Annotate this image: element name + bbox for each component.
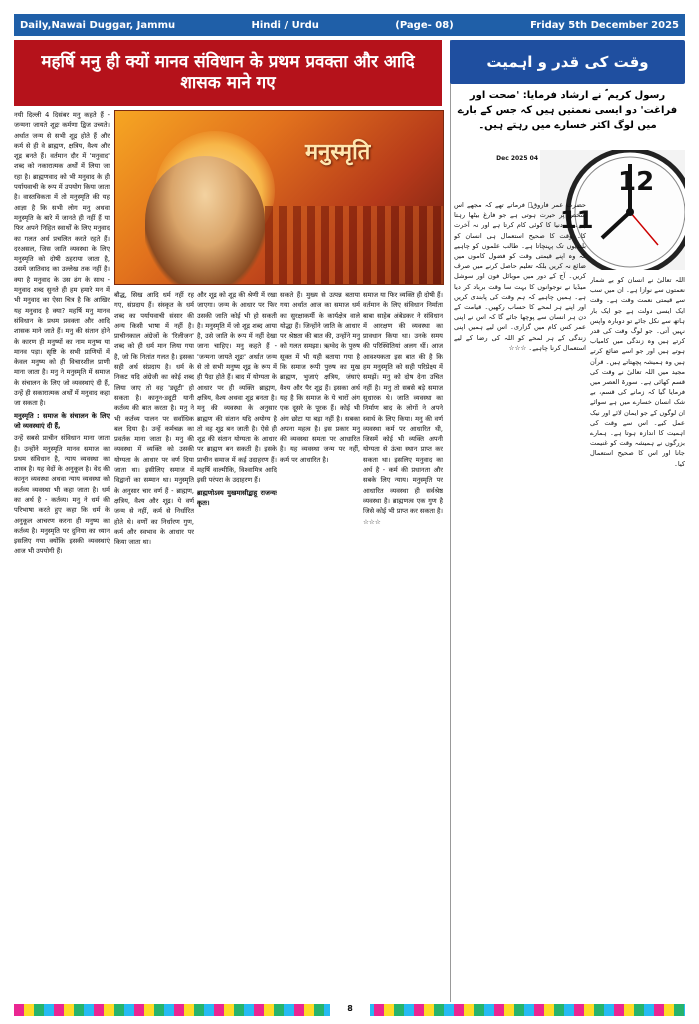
hindi-col2-text: बौद्ध, सिख आदि धर्म नहीं रह गए, संप्रदाय हैं। संस्कृत के धर्म शब्द का पर्यायवाची संसार की अन्य किसी भाषा में नहीं है। प्राचीनकाल अंग्रेजों के 'रिलीजन' शब्द को ही धर्म मान लिया गया है, जो कि नितांत गलत है। इसका सही अर्थ संप्रदाय है। धर्म के निकट यदि अंग्रेजी का कोई शब्द लिया जाए तो वह 'ड्यूटी' हो सकता है। कानून-ड्यूटी यानी कर्तव्य की बात करता है। मनु ने भी कर्तव्य पालन पर सर्वाधिक बल दिया है। उन्हें कर्मचक्र का प्रवर्तक माना जाता है। मनु की व्यवस्था में व्यक्ति को उसकी योग्यता के आधार पर वर्ण दिया जाता था। इसीलिए समाज में विद्वानों का सम्मान था। मनुस्मृति के अनुसार चार वर्ण हैं - ब्राह्मण, क्षत्रिय, वैश्य और शूद्र। ये वर्ण जन्म से नहीं, कर्म से निर्धारित होते थे। वर्णों का निर्धारण गुण, कर्म और स्वभाव के आधार पर किया जाता था। [114,291,194,547]
svg-text:11: 11 [560,206,594,234]
svg-text:12: 12 [618,167,655,197]
page-label: (Page- 08) [395,19,454,31]
urdu-subheading: رسول کریم ؐ نے ارشاد فرمایا: 'صحت اور فراغت' دو ایسی نعمتیں ہیں کہ جس کے بارے میں لوگ اکثر خسارے میں رہتے ہیں۔ [457,90,678,131]
hindi-col5-text: समाज या फिर व्यक्ति ही दोषी हैं। वर्तमान के लिए संविधान निर्माता बाबा साहेब अंबेडकर ने संविधान में आरक्षण की व्यवस्था का प्रावधान किया था। उनके समय की परिस्थितियां अलग थीं। आज आवश्यकता इस बात की है कि हम मनुस्मृति को सही परिप्रेक्ष्य में समझें। मनु को दोष देना उचित नहीं है। मनु तो सबसे बड़े समाज सुधारक थे। जाति व्यवस्था का निर्माण बाद के लोगों ने अपने स्वार्थ के लिए किया। मनु की वर्ण व्यवस्था कर्म पर आधारित थी, जिसमें कोई भी व्यक्ति अपनी योग्यता से ऊंचा स्थान प्राप्त कर सकता था। इसलिए मनुवाद का अर्थ है - कर्म की प्रधानता और सबके लिए न्याय। मनुस्मृति पर आधारित व्यवस्था ही सर्वश्रेष्ठ व्यवस्था है। ब्राह्मणत्व एक गुण है जिसे कोई भी प्राप्त कर सकता है। ☆☆☆ [363,291,443,526]
hindi-column-3 [197,290,277,1002]
language-label: Hindi / Urdu [251,19,319,31]
hindi-column-5 [363,290,443,1002]
hindi-col3-text: और शूद्र को शूद्र की श्रेणी में रखा जाएगा। जन्म के आधार पर फिर उसकी जाति कोई भी हो सकती है। मनुस्मृति में जो शूद्र शब्द आया है, उसे जाति के रूप में नहीं देखा जाना चाहिए। मनु कहते हैं - 'जन्मना जायते शूद्रः' अर्थात जन्म से तो सभी मनुष्य शूद्र के रूप में ही पैदा होते हैं। बाद में योग्यता के आधार पर ही व्यक्ति ब्राह्मण, क्षत्रिय, वैश्य अथवा शूद्र बनता है। मनु की व्यवस्था के अनुसार ब्राह्मण की संतान यदि अयोग्य है तो वह शूद्र बन जाती है। ऐसे ही शूद्र की संतान योग्यता के आधार पर ब्राह्मण बन सकती है। इसके प्राचीन समाज में कई उदाहरण हैं। महर्षि वाल्मीकि, विश्वामित्र आदि इसी परंपरा के उदाहरण हैं। [197,291,277,485]
masthead-bar [14,14,685,36]
hindi-column-4 [280,290,360,1002]
issue-date: Friday 5th December 2025 [530,19,679,31]
hindi-col1-text-b: उन्हें सबसे प्राचीन संविधान माना जाता है। उन्होंने मनुस्मृति मानव समाज का प्रथम संविधान है, न्याय व्यवस्था का शास्त्र है। यह वेदों के अनुकूल है। वेद की कानून व्यवस्था अथवा न्याय व्यवस्था को कर्तव्य व्यवस्था भी कहा जाता है। धर्म का अर्थ है - कर्तव्य। मनु ने धर्म की परिभाषा करते हुए कहा कि धर्म के अनुकूल आचरण करना ही मनुष्य का कर्तव्य है। मनुस्मृति पर दुनिया का ध्यान इसलिए गया क्योंकि इसकी व्यवस्थाएं आज भी उपयोगी हैं। [14,434,110,556]
urdu-heading: وقت کی قدر و اہمیت [450,40,685,84]
urdu-column-right [590,275,685,1002]
sage-figure [145,156,265,285]
crowd-silhouettes [265,206,444,285]
hindi-col1-subheading: मनुस्मृति : समाज के संचालन के लिए जो व्यवस्थाएं दी हैं, [14,411,110,430]
hindi-column-2 [114,290,194,1002]
urdu-column-left [454,200,586,1002]
paper-name: Daily,Nawai Duggar, Jammu [20,19,176,31]
hindi-col4-text: सकते हैं। मुख्य से उत्पन्न बताया गया अर्थात आज का समाज धर्म का सुरक्षाकर्मी के कार्यक्षेत्र वाले योद्धा हैं। जिन्होंने जाति के आधार पर श्रेष्ठता की बात की, उन्होंने मनु को गलत समझा। ऋग्वेद के पुरुष सूक्त में भी यही बताया गया है कि समाज रूपी पुरुष का मुख ब्राह्मण, भुजाएं क्षत्रिय, जंघाएं वैश्य और पैर शूद्र हैं। इसका अर्थ यह है कि समाज के ये चारों अंग एक दूसरे के पूरक हैं। कोई भी अंग छोटा या बड़ा नहीं है। सबका अपना महत्व है। इस प्रकार मनु की व्यवस्था समता पर आधारित है। यह व्यवस्था जन्म पर नहीं, कर्म पर आधारित है। [280,291,360,464]
urdu-date-tag: 04 Dec 2025 [496,155,538,162]
footer-page-number: 8 [330,1004,370,1016]
hindi-headline: महर्षि मनु ही क्यों मानव संविधान के प्रथम प्रवक्ता और आदि शासक माने गए [14,40,442,106]
hindi-column-1 [14,110,110,1002]
hindi-col1-text: नयी दिल्ली 4 दिसंबर मनु कहते हैं - जन्मना जायते शूद्रः कर्मणा द्विज उच्यते। अर्थात जन्म से सभी शूद्र होते हैं और कर्म से ही वे ब्राह्मण, क्षत्रिय, वैश्य और शूद्र बनते हैं। वर्तमान दौर में 'मनुवाद' शब्द को नकारात्मक अर्थों में लिया जा रहा है। ब्राह्मणवाद को भी मनुवाद के ही पर्यायवाची के रूप में उपयोग किया जाता है। वास्तविकता में तो मनुस्मृति की यह आज्ञा है कि सभी लोग मनु अथवा मनुस्मृति के बारे में जानते ही नहीं हैं या फिर अपने निहित स्वार्थों के लिए मनुवाद का गलत अर्थ प्रचलित करते रहते हैं। दरअसल, जिस जाति व्यवस्था के लिए मनुस्मृति को दोषी ठहराया जाता है, उसमें जातिवाद का उल्लेख तक नहीं है। क्या है मनुवाद के उस ढंग के साथ - मनुवाद शब्द सुनते ही हम हमारे मन में भी मनुवाद का ऐसा चित्र है कि आखिर यह मनुवाद है क्या? महर्षि मनु मानव संविधान के प्रथम प्रवक्ता और आदि शासक माने जाते हैं। मनु की संतान होने के कारण ही मनुष्यों का नाम मनुष्य या मानव पड़ा। सृष्टि के सभी प्राणियों में केवल मनुष्य को ही विचारशील प्राणी माना जाता है। मनु ने मनुस्मृति में समाज के संचालन के लिए जो व्यवस्थाएं दी हैं, उन्हें ही सकारात्मक अर्थों में मनुवाद कहा जा सकता है। [14,111,110,408]
urdu-col1-text: اللہ تعالیٰ نے انسان کو بے شمار نعمتوں سے نوازا ہے۔ ان میں سب سے قیمتی نعمت وقت ہے۔ وقت ایک ایسی دولت ہے جو ایک بار ہاتھ سے نکل جائے تو دوبارہ واپس نہیں آتی۔ جو لوگ وقت کی قدر کرتے ہیں وہ زندگی میں کامیاب ہوتے ہیں اور جو اسے ضائع کرتے ہیں وہ ہمیشہ پچھتاتے ہیں۔ قرآن مجید میں اللہ تعالیٰ نے وقت کی قسم کھائی ہے۔ سورۃ العصر میں فرمایا گیا کہ زمانے کی قسم، بے شک انسان خسارے میں ہے سوائے ان لوگوں کے جو ایمان لائے اور نیک عمل کیے۔ اس سے وقت کی اہمیت کا اندازہ ہوتا ہے۔ ہمارے بزرگوں نے ہمیشہ وقت کو غنیمت جانا اور اس کا صحیح استعمال کیا۔ [590,276,685,468]
manusmriti-illustration [114,110,444,285]
urdu-col2-text: حضرت عمر فاروقؓ فرماتے تھے کہ مجھے اس شخص پر حیرت ہوتی ہے جو فارغ بیٹھا رہتا ہے۔ نہ دنیا کا کوئی کام کرتا ہے اور نہ آخرت کا۔ وقت کا صحیح استعمال ہی انسان کو بلندیوں تک پہنچاتا ہے۔ طالب علموں کو چاہیے کہ وہ اپنے قیمتی وقت کو فضول کاموں میں ضائع نہ کریں بلکہ تعلیم حاصل کرنے میں صرف کریں۔ آج کے دور میں موبائل فون اور سوشل میڈیا نے نوجوانوں کا بہت سا وقت برباد کر دیا ہے۔ ہمیں چاہیے کہ ہم وقت کی پابندی کریں اور اپنے ہر لمحے کا حساب رکھیں۔ قیامت کے دن ہر انسان سے پوچھا جائے گا کہ اس نے اپنی عمر کس کام میں گزاری۔ اس لیے ہمیں اپنی زندگی کے ہر لمحے کو اللہ کی رضا کے لیے استعمال کرنا چاہیے۔ ☆☆☆ [454,201,586,352]
image-title: मनुस्मृति [305,139,371,165]
hindi-col3-subheading: ब्राह्मणोऽस्य मुखमासीद्बाहू राजन्यः कृतः। [197,488,277,507]
